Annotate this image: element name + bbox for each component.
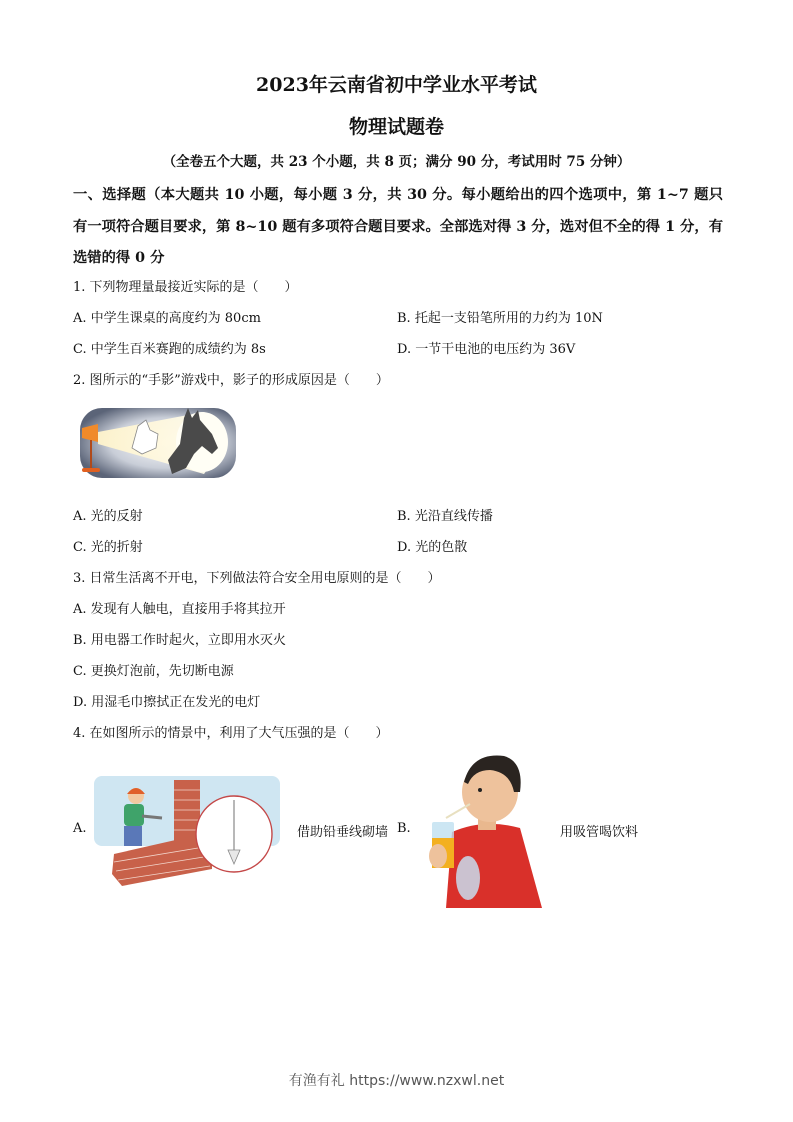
exam-subtitle: 物理试题卷	[348, 116, 444, 138]
question-2-option-a: A. 光的反射	[73, 509, 143, 524]
question-1-option-a: A. 中学生课桌的高度约为 80cm	[73, 311, 261, 326]
question-2-option-b: B. 光沿直线传播	[397, 509, 493, 524]
question-4-option-b-label: B.	[397, 821, 411, 836]
question-4-option-a-caption: 借助铅垂线砌墙	[297, 825, 389, 840]
question-2-option-c: C. 光的折射	[73, 540, 143, 555]
question-1-stem: 1. 下列物理量最接近实际的是（ ）	[73, 280, 298, 295]
boy-drinking-straw-figure	[424, 752, 544, 908]
question-3-option-b: B. 用电器工作时起火，立即用水灭火	[73, 633, 286, 648]
exam-note: （全卷五个大题，共 23 个小题，共 8 页；满分 90 分，考试用时 75 分钟）	[162, 154, 631, 170]
exam-title: 2023年云南省初中学业水平考试	[256, 74, 537, 96]
question-2-option-d: D. 光的色散	[397, 540, 468, 555]
question-1-option-c: C. 中学生百米赛跑的成绩约为 8s	[73, 342, 266, 357]
question-3-option-d: D. 用湿毛巾擦拭正在发光的电灯	[73, 695, 261, 710]
question-4-option-b-caption: 用吸管喝饮料	[560, 825, 639, 840]
section-heading: 一、选择题（本大题共 10 小题，每小题 3 分，共 30 分。每小题给出的四个选项中，第 1~7 题只有一项符合题目要求，第 8~10 题有多项符合题目要求。全部选对得 3 分，选对但不全的得 1 分，有选错的得 0 分	[73, 187, 723, 266]
question-3-option-a: A. 发现有人触电，直接用手将其拉开	[73, 602, 286, 617]
question-1-option-d: D. 一节干电池的电压约为 36V	[397, 342, 576, 357]
hand-shadow-figure	[76, 404, 238, 484]
footer-watermark: 有渔有礼 https://www.nzxwl.net	[288, 1073, 505, 1089]
question-2-stem: 2. 图所示的“手影”游戏中，影子的形成原因是（ ）	[73, 373, 389, 388]
bricklayer-plumb-line-figure	[92, 774, 282, 886]
question-3-option-c: C. 更换灯泡前，先切断电源	[73, 664, 234, 679]
question-4-stem: 4. 在如图所示的情景中，利用了大气压强的是（ ）	[73, 726, 389, 741]
question-4-option-a-label: A.	[73, 821, 87, 836]
question-1-option-b: B. 托起一支铅笔所用的力约为 10N	[397, 311, 603, 326]
question-3-stem: 3. 日常生活离不开电，下列做法符合安全用电原则的是（ ）	[73, 571, 441, 586]
